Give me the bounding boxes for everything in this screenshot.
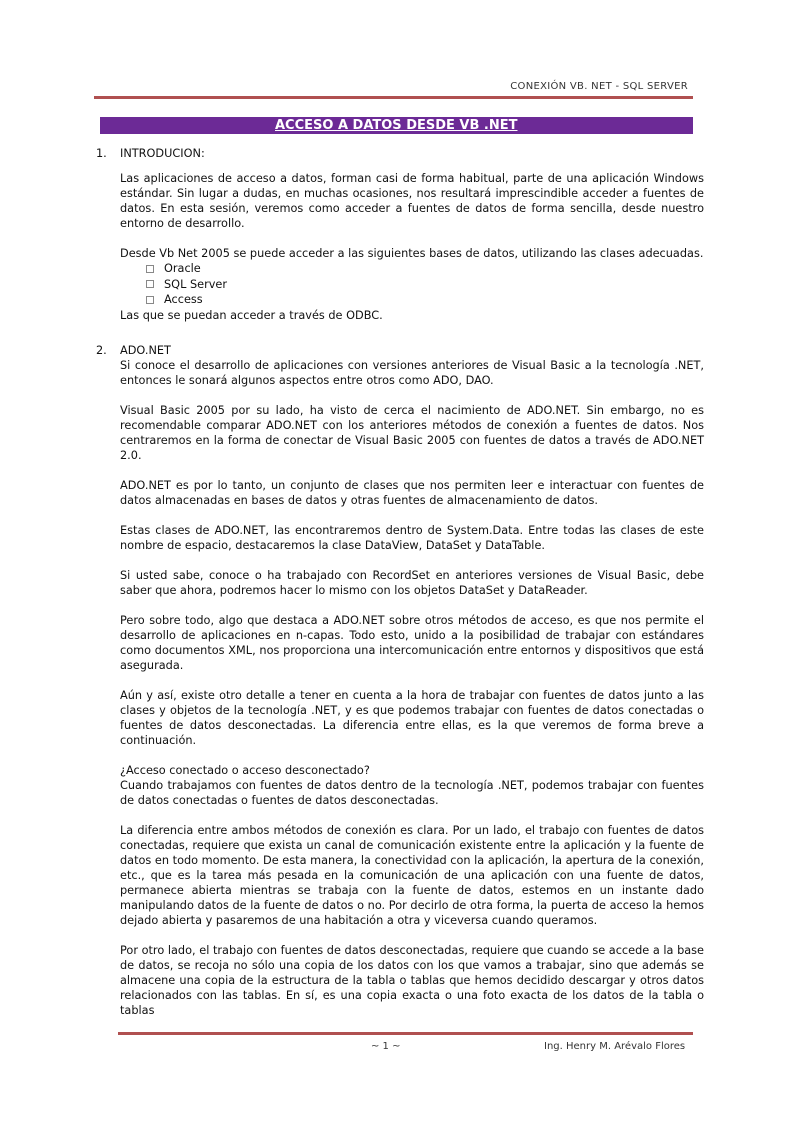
list-item <box>146 292 704 308</box>
page-header: CONEXIÓN VB. NET - SQL SERVER <box>510 81 688 92</box>
bullet-icon <box>146 265 154 273</box>
paragraph: Si conoce el desarrollo de aplicaciones con versiones anteriores de Visual Basic a la tecnología .NET, entonces le sonará algunos aspectos entre otros como ADO, DAO. <box>120 358 704 387</box>
paragraph: Pero sobre todo, algo que destaca a ADO.NET sobre otros métodos de acceso, es que nos permite el desarrollo de aplicaciones en n-capas. Todo esto, unido a la posibilidad de trabajar con estándares como documentos XML, nos proporciona una intercomunicación entre entornos y dispositivos que está asegurada. <box>120 613 704 672</box>
section-2-heading <box>96 343 704 358</box>
list-item <box>146 261 704 277</box>
section-number: 2. <box>96 343 107 357</box>
footer-rule <box>118 1032 693 1035</box>
paragraph: ADO.NET es por lo tanto, un conjunto de clases que nos permiten leer e interactuar con fuentes de datos almacenadas en bases de datos y otras fuentes de almacenamiento de datos. <box>120 478 704 507</box>
document-body <box>96 146 704 1018</box>
paragraph: Visual Basic 2005 por su lado, ha visto de cerca el nacimiento de ADO.NET. Sin embargo, no es recomendable comparar ADO.NET con los anteriores métodos de conexión a fuentes de datos. Nos centraremos en la forma de conectar de Visual Basic 2005 con fuentes de datos a través de ADO.NET 2.0. <box>120 403 704 462</box>
paragraph: Las que se puedan acceder a través de ODBC. <box>120 308 383 322</box>
page-number: ~ 1 ~ <box>371 1041 401 1052</box>
section-title: INTRODUCION: <box>120 147 205 160</box>
paragraph: La diferencia entre ambos métodos de conexión es clara. Por un lado, el trabajo con fuentes de datos conectadas, requiere que exista un canal de comunicación existente entre la aplicación y la fuente de datos en todo momento. De esta manera, la conectividad con la aplicación, la apertura de la conexión, etc., que es la tarea más pesada en la comunicación de una aplicación con una fuente de datos, permanece abierta mientras se trabaja con la fuente de datos, estemos en un instante dado manipulando datos de la fuente de datos o no. Por decirlo de otra forma, la puerta de acceso la hemos dejado abierta y pasaremos de una habitación a otra y viceversa cuando queramos. <box>120 823 704 927</box>
list-item-label: SQL Server <box>164 277 227 291</box>
paragraph: Por otro lado, el trabajo con fuentes de datos desconectadas, requiere que cuando se accede a la base de datos, se recoja no sólo una copia de los datos con los que vamos a trabajar, sino que además se almacene una copia de la estructura de la tabla o tablas que hemos decidido descargar y otros datos relacionados con las tablas. En sí, es una copia exacta o una foto exacta de los datos de la tabla o tablas <box>120 943 704 1017</box>
database-list <box>120 261 704 308</box>
paragraph: Desde Vb Net 2005 se puede acceder a las siguientes bases de datos, utilizando las clases adecuadas. <box>120 247 704 260</box>
document-title: ACCESO A DATOS DESDE VB .NET <box>275 118 518 133</box>
paragraph: Si usted sabe, conoce o ha trabajado con RecordSet en anteriores versiones de Visual Basic, debe saber que ahora, podremos hacer lo mismo con los objetos DataSet y DataReader. <box>120 568 704 597</box>
list-item-label: Access <box>164 293 203 307</box>
bullet-icon <box>146 296 154 304</box>
list-item <box>146 277 704 293</box>
list-item-label: Oracle <box>164 262 201 276</box>
paragraph: Estas clases de ADO.NET, las encontraremos dentro de System.Data. Entre todas las clases de este nombre de espacio, destacaremos la clase DataView, DataSet y DataTable. <box>120 523 704 552</box>
section-title: ADO.NET <box>120 343 171 357</box>
paragraph: Cuando trabajamos con fuentes de datos dentro de la tecnología .NET, podemos trabajar con fuentes de datos conectadas o fuentes de datos desconectadas. <box>120 778 704 807</box>
section-number: 1. <box>96 147 107 160</box>
subheading: ¿Acceso conectado o acceso desconectado? <box>120 763 370 777</box>
bullet-icon <box>146 280 154 288</box>
paragraph: Aún y así, existe otro detalle a tener en cuenta a la hora de trabajar con fuentes de datos junto a las clases y objetos de la tecnología .NET, y es que podemos trabajar con fuentes de datos conectadas o fuentes de datos desconectadas. La diferencia entre ellas, es la que veremos de forma breve a continuación. <box>120 688 704 747</box>
author-name: Ing. Henry M. Arévalo Flores <box>544 1041 686 1052</box>
header-rule <box>94 96 693 99</box>
section-1-heading <box>96 146 704 161</box>
paragraph: Las aplicaciones de acceso a datos, forman casi de forma habitual, parte de una aplicación Windows estándar. Sin lugar a dudas, en muchas ocasiones, nos resultará imprescindible acceder a fuentes de datos. En esta sesión, veremos como acceder a fuentes de datos de forma sencilla, desde nuestro entorno de desarrollo. <box>120 172 704 230</box>
